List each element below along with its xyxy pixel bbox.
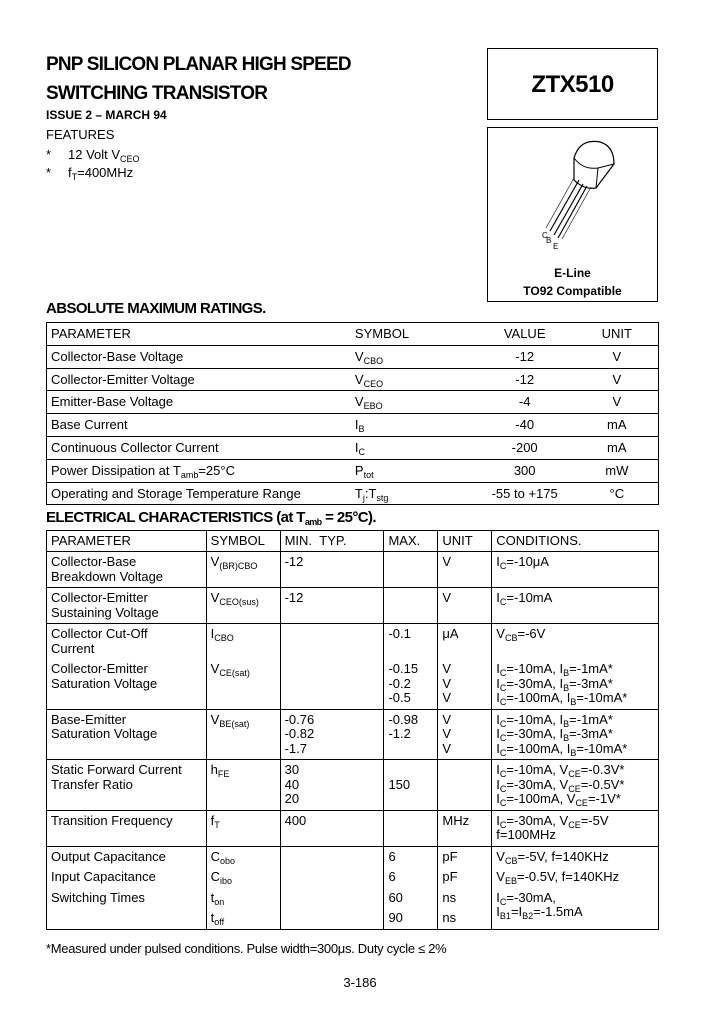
table-row: Emitter-Base Voltage $V_{EBO}$ -4 V [47, 391, 659, 414]
col-header: SYMBOL [354, 326, 410, 341]
col-header: UNIT [601, 326, 632, 341]
col-header: PARAMETER [51, 326, 131, 341]
features-heading: FEATURES [46, 127, 115, 142]
package-name: E-Line [554, 266, 591, 280]
document-title [46, 50, 351, 108]
page-number: 3-186 [343, 975, 377, 990]
table-row: Transition Frequency $f_T$ 400 MHz $I_C=-30mA$, $V_{CE}=-5V$ f=100MHz [47, 810, 659, 846]
table-row: Collector-Emitter Voltage $V_{CEO}$ -12 V [47, 368, 659, 391]
to92-package-drawing [488, 128, 657, 263]
amr-heading: ABSOLUTE MAXIMUM RATINGS. [46, 300, 266, 317]
title-line-2: SWITCHING TRANSISTOR [46, 83, 268, 104]
table-row: Switching Times $t_{on}$ 60 ns $I_C=-30mA$, $I_{B1}=I_{B2}=-1.5mA$ [47, 888, 659, 909]
feature-item: * $f_T=400MHz$ [46, 165, 134, 182]
electrical-characteristics-table [46, 530, 659, 930]
table-row: $t_{off}$ 90 ns [47, 908, 659, 929]
table-row: Static Forward Current Transfer Ratio $h_{FE}$ 30 40 20 150 $I_C=-10mA$, $V_{CE}=-0.3V*$ $I_C=-30mA$, $V_{CE}=-0.5V*$ $I_C=-100mA$, $V_{CE}=-1V*$ [47, 760, 659, 811]
part-number-box [487, 48, 658, 120]
ec-heading: ELECTRICAL CHARACTERISTICS (at $T_{amb} = 25^\circ C$). [46, 509, 376, 527]
pin-label-c: C [542, 231, 548, 240]
table-row: Base-Emitter Saturation Voltage $V_{BE(sat)}$ -0.76 -0.82 -1.7 -0.98 -1.2 V V V $I_C=-10mA$, $I_B=-1mA*$ $I_C=-30mA$, $I_B=-3mA*$ $I_C=-100mA$, $I_B=-10mA*$ [47, 709, 659, 760]
feature-item: * 12 Volt $V_{CEO}$ [46, 147, 140, 164]
table-header-row: PARAMETER SYMBOL MIN. TYP. MAX. UNIT CONDITIONS. [47, 531, 659, 552]
table-row: Input Capacitance $C_{ibo}$ 6 pF $V_{EB}=-0.5V$, f=140KHz [47, 867, 659, 888]
pin-label-e: E [553, 242, 559, 251]
table-row: Collector-Emitter Saturation Voltage $V_{CE(sat)}$ -0.15 -0.2 -0.5 V V V $I_C=-10mA$, $I_B=-1mA*$ $I_C=-30mA$, $I_B=-3mA*$ $I_C=-100mA$, $I_B=-10mA*$ [47, 659, 659, 709]
table-row: Power Dissipation at $T_{amb}=25^\circ C$ $P_{tot}$ 300 mW [47, 459, 659, 482]
title-line-1: PNP SILICON PLANAR HIGH SPEED [46, 54, 351, 75]
table-row: Collector-Base Voltage $V_{CBO}$ -12 V [47, 345, 659, 368]
table-row: Collector Cut-Off Current $I_{CBO}$ -0.1 μA $V_{CB}=-6V$ [47, 624, 659, 660]
absolute-max-ratings-table [46, 322, 659, 505]
footnote: *Measured under pulsed conditions. Pulse width=300μs. Duty cycle ≤ 2% [46, 941, 447, 956]
col-header: VALUE [503, 326, 546, 341]
table-row: Operating and Storage Temperature Range $T_j:T_{stg}$ -55 to +175 °C [47, 482, 659, 505]
pin-label-b: B [546, 236, 552, 245]
table-header-row [47, 323, 659, 346]
table-row: Collector-Base Breakdown Voltage $V_{(BR)CBO}$ -12 V $I_C=-10\mu A$ [47, 552, 659, 588]
table-row: Base Current $I_B$ -40 mA [47, 414, 659, 437]
part-number: ZTX510 [531, 71, 614, 98]
table-row: Continuous Collector Current $I_C$ -200 mA [47, 436, 659, 459]
table-row: Collector-Emitter Sustaining Voltage $V_{CEO(sus)}$ -12 V $I_C=-10mA$ [47, 588, 659, 624]
table-row: Output Capacitance $C_{obo}$ 6 pF $V_{CB}=-5V$, f=140KHz [47, 846, 659, 867]
package-compat: TO92 Compatible [523, 284, 622, 298]
issue-date: ISSUE 2 – MARCH 94 [46, 108, 167, 122]
